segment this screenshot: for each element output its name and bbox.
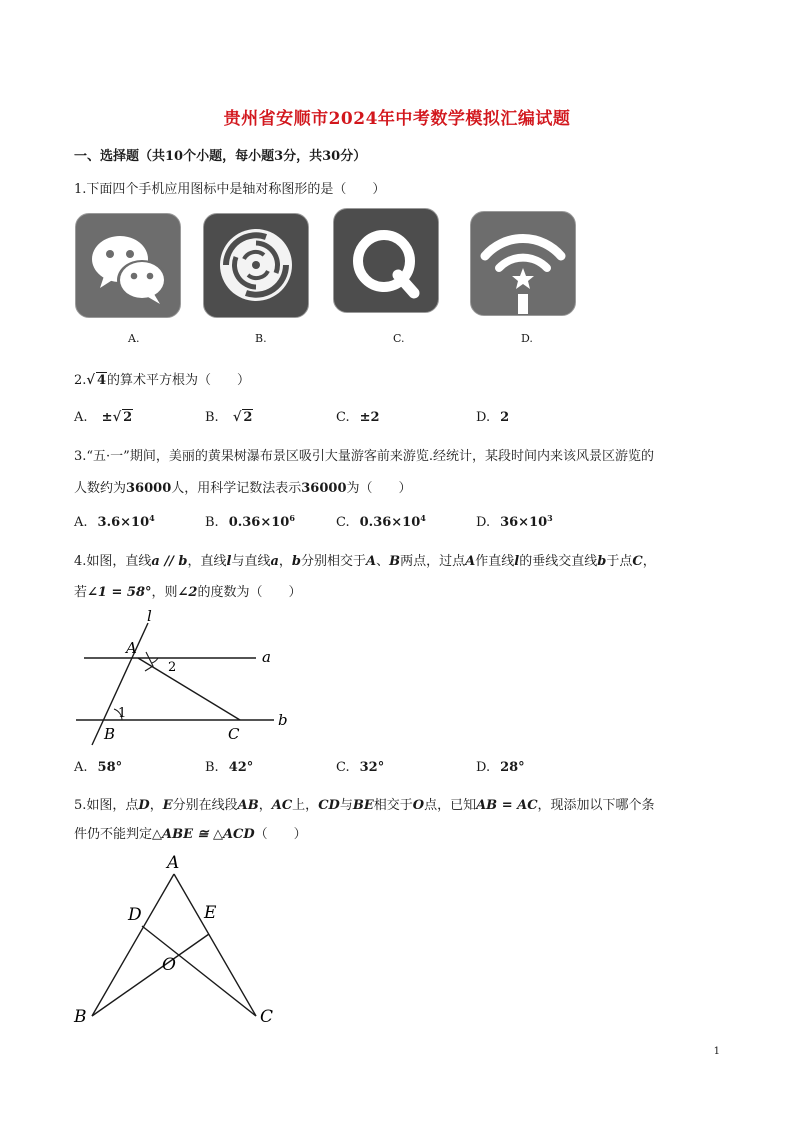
label-l: l [147, 607, 152, 625]
q2-option-a-value: ±√ 2 [101, 410, 133, 425]
q1-label-d: D. [521, 332, 533, 345]
q4-option-c-value: 32° [359, 760, 385, 775]
label-B: B [74, 1007, 87, 1027]
label-C: C [228, 725, 240, 743]
q1-label-b: B. [255, 332, 267, 345]
page-title: 贵州省安顺市2024年中考数学模拟汇编试题 [223, 109, 571, 129]
swirl-icon [204, 214, 308, 317]
q5-line1: 5.如图，点D，E分别在线段AB，AC上，CD与BE相交于O点，已知AB = AC，现添加以下哪个条 [74, 798, 655, 813]
segment-be [92, 934, 209, 1016]
q2-option-a: A. ±√ 2 [74, 410, 133, 425]
q1-label-c: C. [393, 332, 405, 345]
q2-rest: 的算术平方根为（ ） [107, 373, 251, 388]
label-a: a [262, 648, 271, 666]
q1-option-a-image [75, 213, 181, 318]
q2-option-b: B. √ 2 [205, 410, 253, 425]
q5-figure [70, 848, 290, 1028]
label-O: O [162, 955, 176, 975]
q3-option-c-value: $0.36\times 10^4$ [359, 513, 426, 530]
q3-number-2: 36000 [301, 481, 347, 496]
q3-line1: 3.“五·一”期间，美丽的黄果树瀑布景区吸引大量游客前来游览.经统计，某段时间内来该风景区游览的 [74, 449, 654, 464]
q2-option-b-value: √ 2 [232, 410, 253, 425]
label-A: A [167, 853, 180, 873]
q4-option-d-value: 28° [500, 760, 525, 775]
line-l [92, 623, 148, 745]
q2-option-c-value: ±2 [359, 410, 380, 425]
wifi-star-icon [471, 212, 575, 315]
q3-option-d: D. $36\times 10^3$ [476, 513, 553, 530]
q4-option-b: B. 42° [205, 760, 254, 775]
page-number: 1 [713, 1046, 720, 1057]
label-B: B [104, 725, 116, 743]
q1-option-d-image [470, 211, 576, 316]
q3-option-b-value: $0.36\times 10^6$ [228, 513, 295, 530]
q3-line2: 人数约为36000人，用科学记数法表示36000为（ ） [74, 481, 412, 496]
q3-option-b: B. $0.36\times 10^6$ [205, 513, 295, 530]
q2-option-c: C. ±2 [336, 410, 380, 425]
q4-option-c: C. 32° [336, 760, 385, 775]
segment-cd [142, 926, 256, 1016]
q2-stem [74, 369, 250, 388]
label-2: 2 [168, 660, 177, 675]
q1-label-a: A. [128, 332, 140, 345]
label-1: 1 [118, 706, 127, 721]
right-angle-mark [145, 652, 153, 671]
q2-number: 2. [74, 373, 87, 388]
q1-option-c-image [333, 208, 439, 313]
label-C: C [260, 1007, 274, 1027]
q3-option-a: A. $3.6\times 10^4$ [74, 513, 155, 530]
q4-option-d: D. 28° [476, 760, 525, 775]
label-D: D [128, 905, 142, 925]
segment-ac [174, 874, 256, 1016]
section-heading: 一、选择题（共10个小题，每小题3分，共30分） [74, 149, 367, 164]
q2-option-d-value: 2 [500, 410, 510, 425]
label-E: E [204, 903, 217, 923]
q4-line1: 4.如图，直线a // b，直线l与直线a，b分别相交于A、B两点，过点A作直线l的垂线交直线b于点C， [74, 554, 656, 569]
q2-sqrt-expression: √ 4 [86, 373, 106, 388]
chat-bubbles-icon [76, 214, 180, 317]
segment-ab [92, 874, 174, 1016]
search-q-icon [334, 209, 438, 312]
q3-option-c: C. $0.36\times 10^4$ [336, 513, 426, 530]
q3-number-1: 36000 [126, 481, 172, 496]
q3-option-a-value: $3.6\times 10^4$ [97, 513, 155, 530]
q4-line2: 若∠1 = 58°，则∠2的度数为（ ） [74, 585, 302, 600]
label-b: b [278, 711, 288, 729]
q4-option-a-value: 58° [97, 760, 123, 775]
q5-line2: 件仍不能判定△ABE ≅ △ACD（ ） [74, 827, 307, 842]
q1-option-b-image [203, 213, 309, 318]
q2-radicand: 4 [96, 373, 106, 388]
label-A: A [126, 639, 137, 657]
q4-figure [70, 605, 310, 750]
q1-stem: 1.下面四个手机应用图标中是轴对称图形的是（ ） [74, 182, 386, 197]
q2-option-d: D. 2 [476, 410, 510, 425]
q4-option-a: A. 58° [74, 760, 123, 775]
q3-option-d-value: $36\times 10^3$ [500, 513, 553, 530]
segment-ac [138, 658, 240, 720]
q4-option-b-value: 42° [228, 760, 254, 775]
angle-2-arc [152, 658, 158, 663]
